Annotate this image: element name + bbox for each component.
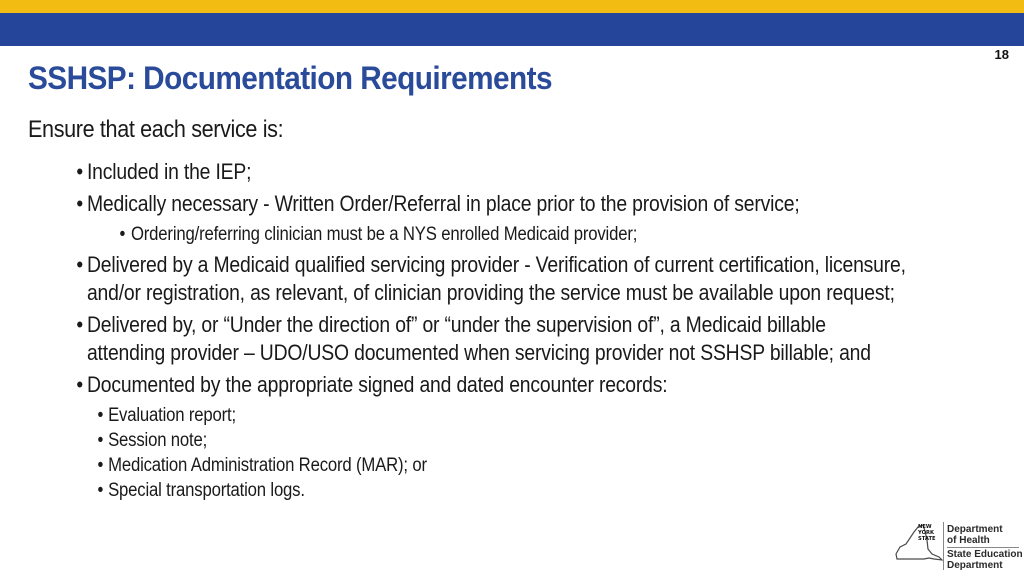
bullet-list [28,158,908,503]
bullet-dot: • [76,312,84,337]
logo-dept-education-line: State Education [947,549,1023,560]
bullet-item [28,158,908,186]
bullet-text: Included in the IEP; [86,159,252,184]
sub-bullet-text: Session note; [108,430,208,451]
bullet-dot: • [76,372,84,397]
logo-state-line: YORK [918,530,934,536]
bullet-text: Delivered by a Medicaid qualified servicing provider - Verification of current certification, licensure, and/or registration, as relevant, of clinician providing the service must be available upon request; [86,252,906,305]
sub-bullet-text: Special transportation logs. [108,480,305,501]
bullet-text: Medically necessary - Written Order/Referral in place prior to the provision of service; [86,191,800,216]
logo-state-line: NEW [918,524,932,530]
sub-bullet-item [28,222,908,247]
logo-dept-health-line: of Health [947,535,990,546]
bullet-dot: • [97,480,104,501]
bullet-dot: • [97,405,104,426]
bullet-dot: • [76,191,84,216]
bullet-item [28,311,908,367]
sub-bullet-text: Evaluation report; [108,405,236,426]
new-york-state-map-icon [894,522,944,568]
bullet-text: Documented by the appropriate signed and dated encounter records: [86,372,668,397]
logo-dept-education-line: Department [947,560,1003,571]
logo-state-line: STATE [918,536,936,542]
bullet-dot: • [76,252,84,277]
slide-title: SSHSP: Documentation Requirements [28,60,552,96]
sub-bullet-item [28,453,908,478]
bullet-item [28,190,908,218]
bullet-dot: • [97,430,104,451]
sub-bullet-item [28,428,908,453]
logo-divider [943,522,944,570]
sub-bullet-item [28,403,908,428]
logo-dept-separator [947,547,1019,548]
slide-intro: Ensure that each service is: [28,116,284,143]
page-number: 18 [994,47,1009,62]
bullet-text: Delivered by, or “Under the direction of” or “under the supervision of”, a Medicaid billable attending provider – UDO/USO documented when servicing provider not SSHSP billable; and [86,312,871,365]
logo-dept-health-line: Department [947,524,1003,535]
bullet-dot: • [97,455,104,476]
bullet-dot: • [119,224,126,245]
bullet-dot: • [76,159,84,184]
header-gold-band [0,0,1024,13]
sub-bullet-item [28,478,908,503]
sub-bullet-text: Ordering/referring clinician must be a NYS enrolled Medicaid provider; [130,224,638,245]
bullet-item [28,251,908,307]
bullet-item [28,371,908,399]
sub-bullet-text: Medication Administration Record (MAR); or [108,455,427,476]
nys-logo [894,520,1023,572]
header-blue-band [0,13,1024,46]
